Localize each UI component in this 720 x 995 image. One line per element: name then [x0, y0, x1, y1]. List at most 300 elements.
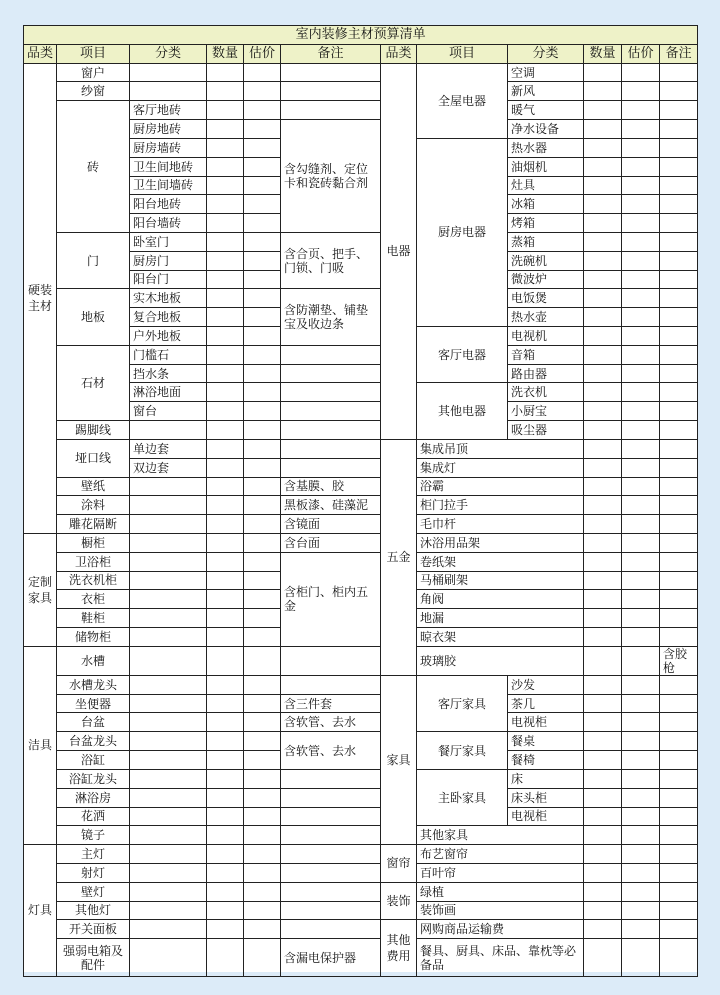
subcategory-cell[interactable] — [130, 421, 207, 440]
estimate-cell[interactable] — [622, 769, 660, 788]
remarks-cell[interactable] — [660, 939, 698, 977]
quantity-cell[interactable] — [584, 939, 622, 977]
subcategory-cell[interactable] — [130, 826, 207, 845]
estimate-cell[interactable] — [244, 533, 281, 552]
estimate-cell[interactable] — [244, 176, 281, 195]
remarks-cell[interactable] — [660, 515, 698, 534]
quantity-cell[interactable] — [207, 195, 244, 214]
quantity-cell[interactable] — [584, 63, 622, 82]
remarks-cell[interactable] — [281, 82, 381, 101]
quantity-cell[interactable] — [207, 439, 244, 458]
remarks-cell[interactable] — [660, 138, 698, 157]
remarks-cell[interactable] — [281, 458, 381, 477]
header-quantity: 数量 — [207, 44, 244, 63]
estimate-cell[interactable] — [244, 82, 281, 101]
quantity-cell[interactable] — [584, 807, 622, 826]
estimate-cell[interactable] — [622, 82, 660, 101]
estimate-cell[interactable] — [622, 214, 660, 233]
estimate-cell[interactable] — [622, 402, 660, 421]
item-electric-box: 强弱电箱及配件 — [57, 939, 130, 977]
estimate-cell[interactable] — [622, 609, 660, 628]
remarks-cell[interactable] — [281, 345, 381, 364]
estimate-cell[interactable] — [244, 826, 281, 845]
estimate-cell[interactable] — [244, 807, 281, 826]
estimate-cell[interactable] — [622, 939, 660, 977]
quantity-cell[interactable] — [584, 920, 622, 939]
estimate-cell[interactable] — [244, 383, 281, 402]
estimate-cell[interactable] — [622, 920, 660, 939]
remarks-cell[interactable] — [660, 477, 698, 496]
quantity-cell[interactable] — [584, 327, 622, 346]
estimate-cell[interactable] — [622, 713, 660, 732]
estimate-cell[interactable] — [622, 694, 660, 713]
estimate-cell[interactable] — [622, 101, 660, 120]
subcategory-cell[interactable] — [130, 646, 207, 675]
remarks-cell[interactable] — [660, 552, 698, 571]
estimate-cell[interactable] — [622, 807, 660, 826]
estimate-cell[interactable] — [622, 364, 660, 383]
quantity-cell[interactable] — [584, 863, 622, 882]
remarks-cell[interactable] — [660, 863, 698, 882]
remarks-cell[interactable] — [660, 383, 698, 402]
sub-tv-stand: 电视柜 — [508, 713, 584, 732]
remarks-cell[interactable] — [660, 732, 698, 751]
estimate-cell[interactable] — [244, 458, 281, 477]
estimate-cell[interactable] — [244, 421, 281, 440]
quantity-cell[interactable] — [207, 732, 244, 751]
remarks-cell[interactable] — [660, 120, 698, 139]
remarks-cell[interactable] — [660, 920, 698, 939]
quantity-cell[interactable] — [207, 63, 244, 82]
estimate-cell[interactable] — [244, 439, 281, 458]
estimate-cell[interactable] — [244, 732, 281, 751]
quantity-cell[interactable] — [207, 533, 244, 552]
quantity-cell[interactable] — [207, 82, 244, 101]
quantity-cell[interactable] — [207, 232, 244, 251]
quantity-cell[interactable] — [584, 845, 622, 864]
quantity-cell[interactable] — [584, 270, 622, 289]
quantity-cell[interactable] — [207, 176, 244, 195]
estimate-cell[interactable] — [244, 232, 281, 251]
subcategory-cell[interactable] — [130, 477, 207, 496]
quantity-cell[interactable] — [584, 82, 622, 101]
header-remarks: 备注 — [281, 44, 381, 63]
quantity-cell[interactable] — [584, 195, 622, 214]
sub-balcony-wall-tile: 阳台墙砖 — [130, 214, 207, 233]
quantity-cell[interactable] — [207, 628, 244, 647]
estimate-cell[interactable] — [244, 590, 281, 609]
quantity-cell[interactable] — [584, 694, 622, 713]
remarks-cell[interactable] — [660, 496, 698, 515]
quantity-cell[interactable] — [207, 138, 244, 157]
quantity-cell[interactable] — [584, 101, 622, 120]
quantity-cell[interactable] — [207, 345, 244, 364]
remarks-cell[interactable] — [660, 101, 698, 120]
estimate-cell[interactable] — [244, 195, 281, 214]
estimate-cell[interactable] — [622, 458, 660, 477]
remarks-cell[interactable] — [660, 232, 698, 251]
quantity-cell[interactable] — [207, 646, 244, 675]
quantity-cell[interactable] — [207, 845, 244, 864]
subcategory-cell[interactable] — [130, 82, 207, 101]
remarks-cell[interactable] — [281, 646, 381, 675]
quantity-cell[interactable] — [584, 609, 622, 628]
quantity-cell[interactable] — [584, 571, 622, 590]
estimate-cell[interactable] — [622, 176, 660, 195]
subcategory-cell[interactable] — [130, 571, 207, 590]
estimate-cell[interactable] — [244, 515, 281, 534]
estimate-cell[interactable] — [622, 195, 660, 214]
sub-bathroom-floor-tile: 卫生间地砖 — [130, 157, 207, 176]
remarks-cell[interactable] — [660, 345, 698, 364]
quantity-cell[interactable] — [584, 364, 622, 383]
remarks-cell[interactable] — [660, 571, 698, 590]
estimate-cell[interactable] — [244, 609, 281, 628]
quantity-cell[interactable] — [207, 920, 244, 939]
estimate-cell[interactable] — [622, 421, 660, 440]
quantity-cell[interactable] — [207, 751, 244, 770]
remarks-cell[interactable] — [281, 882, 381, 901]
quantity-cell[interactable] — [584, 308, 622, 327]
estimate-cell[interactable] — [622, 533, 660, 552]
subcategory-cell[interactable] — [130, 807, 207, 826]
estimate-cell[interactable] — [244, 327, 281, 346]
estimate-cell[interactable] — [244, 751, 281, 770]
quantity-cell[interactable] — [207, 713, 244, 732]
estimate-cell[interactable] — [244, 477, 281, 496]
remarks-cell[interactable] — [660, 826, 698, 845]
quantity-cell[interactable] — [207, 383, 244, 402]
estimate-cell[interactable] — [244, 101, 281, 120]
remarks-cell[interactable] — [660, 458, 698, 477]
estimate-cell[interactable] — [622, 571, 660, 590]
estimate-cell[interactable] — [622, 138, 660, 157]
estimate-cell[interactable] — [622, 251, 660, 270]
quantity-cell[interactable] — [584, 628, 622, 647]
quantity-cell[interactable] — [584, 120, 622, 139]
subcategory-cell[interactable] — [130, 920, 207, 939]
hw-ceiling: 集成吊顶 — [417, 439, 584, 458]
quantity-cell[interactable] — [207, 863, 244, 882]
estimate-cell[interactable] — [622, 289, 660, 308]
remarks-cell[interactable] — [660, 675, 698, 694]
remarks-cell[interactable] — [281, 364, 381, 383]
quantity-cell[interactable] — [584, 383, 622, 402]
remarks-cell[interactable] — [281, 845, 381, 864]
estimate-cell[interactable] — [622, 590, 660, 609]
remarks-cell[interactable] — [660, 533, 698, 552]
subcategory-cell[interactable] — [130, 609, 207, 628]
estimate-cell[interactable] — [244, 364, 281, 383]
remarks-cell[interactable] — [281, 920, 381, 939]
estimate-cell[interactable] — [622, 845, 660, 864]
remarks-cell[interactable] — [660, 590, 698, 609]
subcategory-cell[interactable] — [130, 628, 207, 647]
remarks-cell[interactable] — [660, 713, 698, 732]
estimate-cell[interactable] — [622, 788, 660, 807]
estimate-cell[interactable] — [244, 882, 281, 901]
estimate-cell[interactable] — [622, 157, 660, 176]
quantity-cell[interactable] — [207, 571, 244, 590]
estimate-cell[interactable] — [622, 826, 660, 845]
estimate-cell[interactable] — [244, 713, 281, 732]
quantity-cell[interactable] — [584, 590, 622, 609]
quantity-cell[interactable] — [584, 675, 622, 694]
sub-window-sill: 窗台 — [130, 402, 207, 421]
subcategory-cell[interactable] — [130, 901, 207, 920]
remarks-cell[interactable] — [660, 270, 698, 289]
quantity-cell[interactable] — [207, 289, 244, 308]
subcategory-cell[interactable] — [130, 552, 207, 571]
estimate-cell[interactable] — [622, 63, 660, 82]
remarks-cell[interactable] — [660, 63, 698, 82]
remarks-cell[interactable] — [660, 694, 698, 713]
remarks-cell[interactable] — [281, 675, 381, 694]
quantity-cell[interactable] — [207, 882, 244, 901]
estimate-cell[interactable] — [622, 751, 660, 770]
quantity-cell[interactable] — [584, 515, 622, 534]
estimate-cell[interactable] — [622, 628, 660, 647]
remarks-cell[interactable] — [660, 628, 698, 647]
quantity-cell[interactable] — [584, 214, 622, 233]
remarks-cell[interactable] — [281, 383, 381, 402]
quantity-cell[interactable] — [207, 364, 244, 383]
estimate-cell[interactable] — [244, 345, 281, 364]
remarks-cell[interactable] — [660, 308, 698, 327]
estimate-cell[interactable] — [244, 270, 281, 289]
remarks-cell[interactable] — [660, 176, 698, 195]
subcategory-cell[interactable] — [130, 751, 207, 770]
quantity-cell[interactable] — [584, 458, 622, 477]
estimate-cell[interactable] — [244, 901, 281, 920]
remarks-cell[interactable] — [660, 845, 698, 864]
remarks-cell[interactable] — [281, 439, 381, 458]
estimate-cell[interactable] — [244, 788, 281, 807]
remarks-cell[interactable] — [660, 769, 698, 788]
subcategory-cell[interactable] — [130, 713, 207, 732]
estimate-cell[interactable] — [244, 308, 281, 327]
quantity-cell[interactable] — [207, 477, 244, 496]
estimate-cell[interactable] — [244, 289, 281, 308]
estimate-cell[interactable] — [622, 732, 660, 751]
remarks-cell[interactable] — [281, 901, 381, 920]
subcategory-cell[interactable] — [130, 675, 207, 694]
quantity-cell[interactable] — [584, 138, 622, 157]
estimate-cell[interactable] — [244, 571, 281, 590]
quantity-cell[interactable] — [584, 552, 622, 571]
estimate-cell[interactable] — [244, 120, 281, 139]
estimate-cell[interactable] — [622, 882, 660, 901]
category-appliances: 电器 — [381, 63, 417, 439]
subcategory-cell[interactable] — [130, 882, 207, 901]
remarks-cell[interactable] — [281, 421, 381, 440]
quantity-cell[interactable] — [584, 751, 622, 770]
remarks-cell[interactable] — [281, 807, 381, 826]
estimate-cell[interactable] — [622, 270, 660, 289]
estimate-cell[interactable] — [244, 496, 281, 515]
quantity-cell[interactable] — [207, 251, 244, 270]
subcategory-cell[interactable] — [130, 694, 207, 713]
quantity-cell[interactable] — [207, 402, 244, 421]
sub-washing-machine: 洗衣机 — [508, 383, 584, 402]
remarks-cell[interactable] — [660, 327, 698, 346]
remarks-cell[interactable] — [660, 402, 698, 421]
estimate-cell[interactable] — [622, 675, 660, 694]
estimate-cell[interactable] — [622, 308, 660, 327]
estimate-cell[interactable] — [622, 232, 660, 251]
estimate-cell[interactable] — [244, 251, 281, 270]
quantity-cell[interactable] — [207, 458, 244, 477]
quantity-cell[interactable] — [207, 939, 244, 977]
estimate-cell[interactable] — [244, 157, 281, 176]
estimate-cell[interactable] — [622, 552, 660, 571]
quantity-cell[interactable] — [584, 732, 622, 751]
remarks-cell[interactable] — [660, 214, 698, 233]
quantity-cell[interactable] — [584, 176, 622, 195]
estimate-cell[interactable] — [622, 439, 660, 458]
estimate-cell[interactable] — [622, 327, 660, 346]
subcategory-cell[interactable] — [130, 863, 207, 882]
quantity-cell[interactable] — [207, 327, 244, 346]
remarks-cell[interactable] — [660, 788, 698, 807]
quantity-cell[interactable] — [584, 769, 622, 788]
quantity-cell[interactable] — [584, 345, 622, 364]
subcategory-cell[interactable] — [130, 63, 207, 82]
quantity-cell[interactable] — [207, 675, 244, 694]
quantity-cell[interactable] — [584, 826, 622, 845]
remarks-cell[interactable] — [660, 82, 698, 101]
subcategory-cell[interactable] — [130, 590, 207, 609]
remarks-cell[interactable] — [660, 439, 698, 458]
quantity-cell[interactable] — [207, 157, 244, 176]
header-quantity: 数量 — [584, 44, 622, 63]
quantity-cell[interactable] — [584, 289, 622, 308]
estimate-cell[interactable] — [244, 694, 281, 713]
remarks-cell[interactable] — [660, 807, 698, 826]
subcategory-cell[interactable] — [130, 769, 207, 788]
remarks-cell[interactable] — [281, 63, 381, 82]
estimate-cell[interactable] — [244, 845, 281, 864]
remarks-cell[interactable] — [660, 364, 698, 383]
remarks-cell[interactable] — [281, 101, 381, 120]
quantity-cell[interactable] — [207, 421, 244, 440]
quantity-cell[interactable] — [584, 533, 622, 552]
subcategory-cell[interactable] — [130, 496, 207, 515]
quantity-cell[interactable] — [584, 157, 622, 176]
estimate-cell[interactable] — [622, 477, 660, 496]
remarks-cell[interactable] — [281, 788, 381, 807]
quantity-cell[interactable] — [584, 882, 622, 901]
quantity-cell[interactable] — [584, 496, 622, 515]
remarks-cell[interactable] — [281, 769, 381, 788]
estimate-cell[interactable] — [622, 383, 660, 402]
item-living-furniture: 客厅家具 — [417, 675, 508, 731]
estimate-cell[interactable] — [622, 120, 660, 139]
remarks-cell[interactable] — [660, 901, 698, 920]
subcategory-cell[interactable] — [130, 515, 207, 534]
quantity-cell[interactable] — [584, 251, 622, 270]
quantity-cell[interactable] — [207, 590, 244, 609]
quantity-cell[interactable] — [207, 120, 244, 139]
estimate-cell[interactable] — [244, 939, 281, 977]
subcategory-cell[interactable] — [130, 732, 207, 751]
subcategory-cell[interactable] — [130, 845, 207, 864]
subcategory-cell[interactable] — [130, 533, 207, 552]
quantity-cell[interactable] — [207, 807, 244, 826]
quantity-cell[interactable] — [584, 421, 622, 440]
remark-tile: 含勾缝剂、定位卡和瓷砖黏合剂 — [281, 120, 381, 233]
remarks-cell[interactable] — [660, 751, 698, 770]
estimate-cell[interactable] — [244, 646, 281, 675]
quantity-cell[interactable] — [207, 552, 244, 571]
subcategory-cell[interactable] — [130, 939, 207, 977]
remarks-cell[interactable] — [660, 157, 698, 176]
quantity-cell[interactable] — [584, 646, 622, 675]
estimate-cell[interactable] — [622, 345, 660, 364]
remarks-cell[interactable] — [660, 882, 698, 901]
estimate-cell[interactable] — [244, 675, 281, 694]
remarks-cell[interactable] — [660, 421, 698, 440]
quantity-cell[interactable] — [207, 515, 244, 534]
quantity-cell[interactable] — [584, 713, 622, 732]
subcategory-cell[interactable] — [130, 788, 207, 807]
item-kitchen-cabinet: 橱柜 — [57, 533, 130, 552]
quantity-cell[interactable] — [207, 694, 244, 713]
estimate-cell[interactable] — [622, 646, 660, 675]
remarks-cell[interactable] — [281, 402, 381, 421]
estimate-cell[interactable] — [622, 496, 660, 515]
estimate-cell[interactable] — [244, 552, 281, 571]
remarks-cell[interactable] — [281, 863, 381, 882]
quantity-cell[interactable] — [584, 901, 622, 920]
estimate-cell[interactable] — [622, 901, 660, 920]
quantity-cell[interactable] — [207, 101, 244, 120]
remarks-cell[interactable] — [660, 195, 698, 214]
estimate-cell[interactable] — [244, 402, 281, 421]
quantity-cell[interactable] — [207, 496, 244, 515]
quantity-cell[interactable] — [207, 769, 244, 788]
sub-solid-wood-floor: 实木地板 — [130, 289, 207, 308]
remarks-cell[interactable] — [660, 251, 698, 270]
quantity-cell[interactable] — [584, 439, 622, 458]
sub-steamer: 蒸箱 — [508, 232, 584, 251]
estimate-cell[interactable] — [244, 214, 281, 233]
quantity-cell[interactable] — [207, 270, 244, 289]
estimate-cell[interactable] — [244, 863, 281, 882]
quantity-cell[interactable] — [207, 308, 244, 327]
quantity-cell[interactable] — [207, 214, 244, 233]
quantity-cell[interactable] — [207, 609, 244, 628]
remarks-cell[interactable] — [660, 289, 698, 308]
remarks-cell[interactable] — [281, 826, 381, 845]
sheet-title: 室内装修主材预算清单 — [24, 26, 698, 45]
quantity-cell[interactable] — [584, 402, 622, 421]
estimate-cell[interactable] — [622, 863, 660, 882]
estimate-cell[interactable] — [244, 63, 281, 82]
quantity-cell[interactable] — [584, 477, 622, 496]
quantity-cell[interactable] — [207, 901, 244, 920]
estimate-cell[interactable] — [244, 769, 281, 788]
quantity-cell[interactable] — [584, 788, 622, 807]
estimate-cell[interactable] — [244, 138, 281, 157]
quantity-cell[interactable] — [584, 232, 622, 251]
estimate-cell[interactable] — [244, 920, 281, 939]
quantity-cell[interactable] — [207, 788, 244, 807]
remarks-cell[interactable] — [660, 609, 698, 628]
estimate-cell[interactable] — [622, 515, 660, 534]
estimate-cell[interactable] — [244, 628, 281, 647]
quantity-cell[interactable] — [207, 826, 244, 845]
